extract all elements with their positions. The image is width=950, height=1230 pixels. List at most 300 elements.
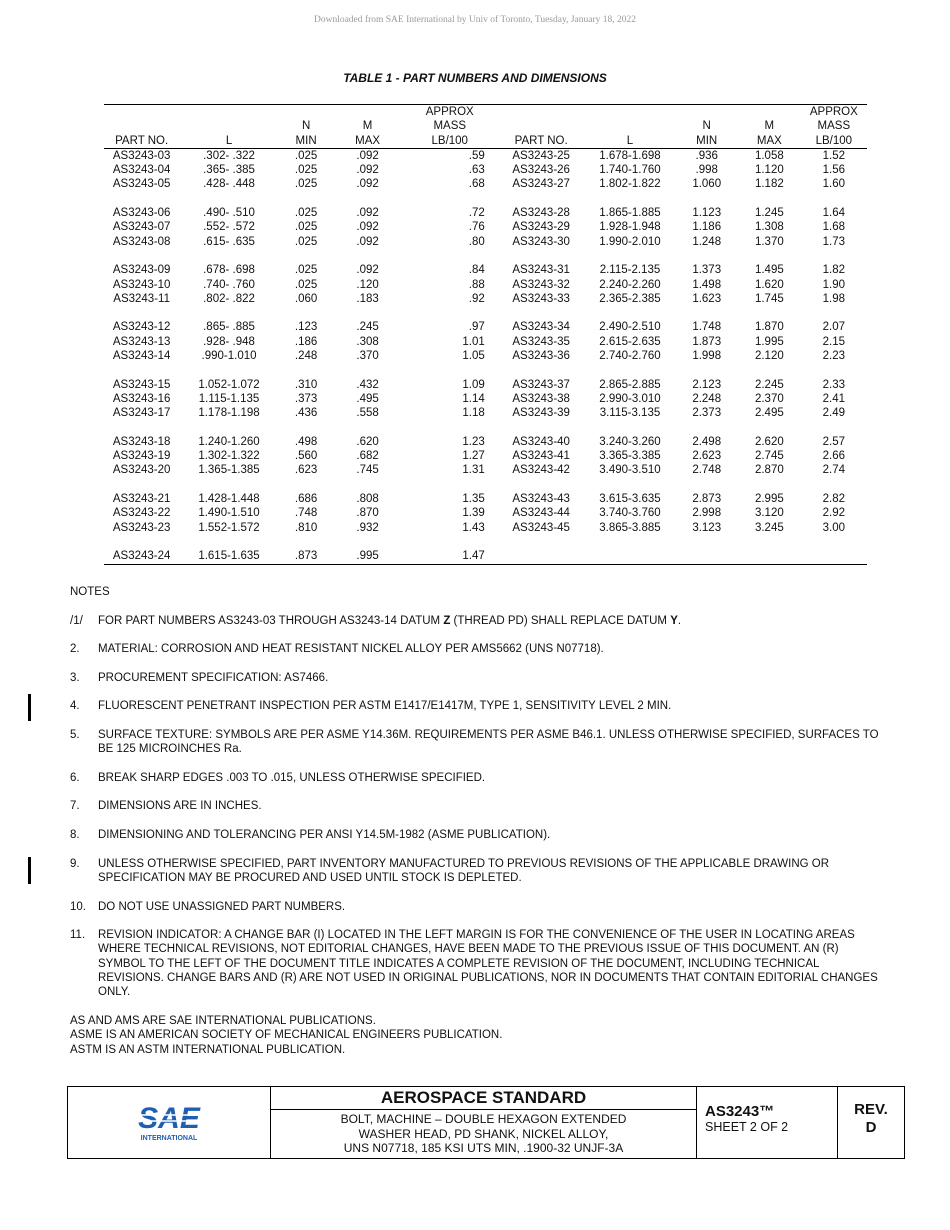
m-max-cell: 2.370: [754, 392, 784, 405]
n-min-cell: .025: [294, 221, 318, 234]
n-min-cell: .060: [294, 292, 318, 305]
n-min-cell: .498: [294, 435, 318, 448]
part-number-cell: AS3243-16: [112, 392, 171, 405]
n-min-cell: 1.248: [692, 235, 722, 248]
l-range-cell: 2.240-2.260: [599, 278, 661, 291]
part-number-cell: AS3243-27: [512, 178, 570, 191]
table-row: [104, 320, 867, 334]
revision-value: D: [865, 1119, 877, 1136]
part-number-cell: [498, 549, 585, 564]
table-row: [104, 392, 867, 406]
note-item: [70, 828, 880, 842]
approx-mass-cell: 1.01: [462, 335, 485, 348]
l-header: L: [179, 134, 278, 149]
m-max-cell: 2.870: [754, 464, 784, 477]
change-bar: [28, 694, 31, 721]
note-text: FLUORESCENT PENETRANT INSPECTION PER ASTM E1417/E1417M, TYPE 1, SENSITIVITY LEVEL 2 MIN.: [98, 700, 672, 713]
n-min-cell: 2.873: [692, 493, 722, 506]
part-number-cell: AS3243-26: [512, 164, 570, 177]
approx-mass-cell: 1.35: [462, 493, 485, 506]
note-number: 10.: [70, 900, 86, 913]
group-spacer: [104, 535, 867, 549]
description-line: BOLT, MACHINE – DOUBLE HEXAGON EXTENDED: [340, 1112, 627, 1126]
part-number-cell: AS3243-24: [104, 549, 179, 564]
n-min-cell: .623: [294, 464, 318, 477]
note-item: [70, 857, 880, 886]
part-number-cell: AS3243-18: [112, 435, 171, 448]
note-text: BREAK SHARP EDGES .003 TO .015, UNLESS OTHERWISE SPECIFIED.: [98, 771, 486, 784]
approx-mass-cell: .88: [468, 278, 485, 291]
table-row: [104, 549, 867, 564]
table-row: [104, 220, 867, 234]
note-item: [70, 928, 880, 999]
title-center: [271, 1087, 697, 1158]
m-max-cell: .092: [356, 164, 379, 177]
approx-mass-cell: [801, 549, 867, 564]
part-number-cell: AS3243-31: [512, 264, 570, 277]
part-number-cell: AS3243-07: [112, 221, 171, 234]
part-number-cell: AS3243-41: [512, 450, 570, 463]
m-max-cell: .995: [333, 549, 401, 564]
m-max-header: MAX: [738, 134, 801, 149]
datum-y: Y: [670, 614, 678, 627]
table-row: [104, 349, 867, 363]
approx-mass-cell: 1.90: [822, 278, 846, 291]
n-min-cell: 2.373: [692, 407, 722, 420]
part-number-cell: AS3243-35: [512, 335, 570, 348]
l-range-cell: 3.740-3.760: [599, 507, 661, 520]
mass-header-2: MASS: [817, 120, 851, 133]
m-max-cell: 1.370: [754, 235, 784, 248]
n-min-cell: .810: [294, 521, 318, 534]
n-min-cell: 1.623: [692, 292, 722, 305]
n-min-cell: 1.748: [692, 321, 722, 334]
approx-mass-cell: 2.23: [822, 350, 846, 363]
m-header: M: [362, 120, 373, 133]
mass-header-1: APPROX: [402, 105, 498, 120]
note-item: [70, 900, 880, 914]
n-min-cell: .025: [294, 264, 318, 277]
part-number-cell: AS3243-03: [112, 149, 171, 162]
part-number-cell: AS3243-13: [112, 335, 171, 348]
m-max-header: MAX: [333, 134, 401, 149]
note-number: 11.: [70, 929, 86, 942]
note-number: 7.: [70, 800, 80, 813]
table-row: [104, 163, 867, 177]
m-max-cell: .120: [356, 278, 379, 291]
note-text-part: FOR PART NUMBERS AS3243-03 THROUGH AS3243-14 DATUM: [98, 614, 444, 627]
table-row: [104, 278, 867, 292]
group-spacer: [104, 363, 867, 377]
m-max-cell: .558: [356, 407, 379, 420]
mass-header-1: APPROX: [801, 105, 867, 120]
m-max-cell: .092: [356, 221, 379, 234]
part-number-cell: AS3243-09: [112, 264, 171, 277]
approx-mass-cell: 2.92: [822, 507, 846, 520]
part-no-header: PART NO.: [498, 134, 585, 149]
n-min-cell: 1.060: [692, 178, 722, 191]
notes-title: NOTES: [70, 586, 110, 598]
m-max-cell: .620: [356, 435, 379, 448]
approx-mass-cell: 2.41: [822, 392, 846, 405]
m-max-cell: 2.495: [754, 407, 784, 420]
m-max-cell: .870: [356, 507, 379, 520]
m-max-cell: .682: [356, 450, 379, 463]
n-min-cell: 2.123: [692, 378, 722, 391]
m-max-cell: 1.182: [754, 178, 784, 191]
l-range-cell: .365- .385: [203, 164, 255, 177]
m-max-cell: 3.120: [754, 507, 784, 520]
logo-letters: SAE: [138, 1102, 200, 1135]
m-max-cell: 2.620: [754, 435, 784, 448]
group-spacer: [104, 192, 867, 206]
table-row: [104, 378, 867, 392]
group-spacer: [104, 478, 867, 492]
note-item: [70, 728, 880, 757]
publications-list: [70, 1014, 880, 1057]
notes-list: [70, 642, 880, 999]
table-row: [104, 263, 867, 277]
part-number-cell: AS3243-10: [112, 278, 171, 291]
group-spacer: [104, 421, 867, 435]
part-number-cell: AS3243-21: [112, 493, 171, 506]
notes-section: [70, 585, 880, 1057]
approx-mass-cell: 1.23: [462, 435, 485, 448]
approx-mass-cell: 1.05: [462, 350, 485, 363]
table-body: [104, 148, 867, 564]
l-range-cell: 3.865-3.885: [599, 521, 661, 534]
l-range-cell: 1.428-1.448: [198, 493, 260, 506]
part-number-cell: AS3243-15: [112, 378, 171, 391]
m-max-cell: 1.308: [754, 221, 784, 234]
approx-mass-cell: 2.57: [822, 435, 846, 448]
m-max-cell: 1.495: [754, 264, 784, 277]
part-number-cell: AS3243-37: [512, 378, 570, 391]
l-range-cell: 1.052-1.072: [198, 378, 260, 391]
approx-mass-cell: 1.64: [822, 207, 846, 220]
note-number: /1/: [70, 614, 83, 627]
table-row: [104, 335, 867, 349]
document-info: [697, 1087, 838, 1158]
approx-mass-cell: 1.27: [462, 450, 485, 463]
l-range-cell: 2.990-3.010: [599, 392, 661, 405]
note-text: DIMENSIONING AND TOLERANCING PER ANSI Y14.5M-1982 (ASME PUBLICATION).: [98, 829, 551, 842]
l-range-cell: 2.115-2.135: [599, 264, 661, 277]
m-header: M: [764, 120, 775, 133]
n-min-cell: .310: [294, 378, 318, 391]
m-max-cell: 2.995: [754, 493, 784, 506]
m-max-cell: .092: [356, 207, 379, 220]
note-text: MATERIAL: CORROSION AND HEAT RESISTANT NICKEL ALLOY PER AMS5662 (UNS N07718).: [98, 643, 604, 656]
approx-mass-cell: 2.74: [822, 464, 846, 477]
table-row: [104, 435, 867, 449]
part-number-cell: AS3243-38: [512, 392, 570, 405]
part-number-cell: AS3243-08: [112, 235, 171, 248]
l-range-cell: 2.490-2.510: [599, 321, 661, 334]
approx-mass-cell: 1.14: [462, 392, 485, 405]
note-text: PROCUREMENT SPECIFICATION: AS7466.: [98, 671, 329, 684]
l-range-cell: .428- .448: [203, 178, 255, 191]
part-number-cell: AS3243-28: [512, 207, 570, 220]
part-number-cell: AS3243-34: [512, 321, 570, 334]
note-number: 8.: [70, 829, 80, 842]
change-bar: [28, 857, 31, 884]
note-number: 3.: [70, 671, 80, 684]
table-row: [104, 506, 867, 520]
l-range-cell: .990-1.010: [201, 350, 257, 363]
m-max-cell: .370: [356, 350, 379, 363]
part-number-cell: AS3243-40: [512, 435, 570, 448]
m-max-cell: .092: [356, 149, 379, 162]
note-number: 9.: [70, 857, 80, 870]
m-max-cell: .092: [356, 235, 379, 248]
m-max-cell: .808: [356, 493, 379, 506]
l-range-cell: 2.365-2.385: [599, 292, 661, 305]
part-numbers-table: [104, 104, 867, 565]
l-range-cell: 1.990-2.010: [599, 235, 661, 248]
n-min-cell: .436: [294, 407, 318, 420]
note-text: SURFACE TEXTURE: SYMBOLS ARE PER ASME Y14.36M. REQUIREMENTS PER ASME B46.1. UNLESS OTHERWISE SPECIFIED, SURFACES TO BE 125 MICROINCHES Ra.: [98, 728, 879, 756]
approx-mass-cell: 1.73: [822, 235, 846, 248]
part-number-cell: AS3243-23: [112, 521, 171, 534]
l-range-cell: 1.178-1.198: [198, 407, 260, 420]
approx-mass-cell: .72: [468, 207, 485, 220]
l-range-cell: 1.615-1.635: [179, 549, 278, 564]
n-min-cell: .186: [294, 335, 318, 348]
n-min-cell: .248: [294, 350, 318, 363]
l-range-cell: 2.740-2.760: [599, 350, 661, 363]
l-range-cell: .552- .572: [203, 221, 255, 234]
part-number-cell: AS3243-04: [112, 164, 171, 177]
m-max-cell: 1.120: [754, 164, 784, 177]
n-min-cell: 2.248: [692, 392, 722, 405]
approx-mass-cell: 1.68: [822, 221, 846, 234]
approx-mass-cell: 1.98: [822, 292, 846, 305]
m-max-cell: .308: [356, 335, 379, 348]
note-item: [70, 642, 880, 656]
m-max-cell: 1.058: [754, 149, 784, 162]
note-item: [70, 671, 880, 685]
part-number-cell: AS3243-36: [512, 350, 570, 363]
m-max-cell: [738, 549, 801, 564]
approx-mass-cell: 1.52: [822, 149, 846, 162]
part-number-cell: AS3243-05: [112, 178, 171, 191]
part-number-cell: AS3243-11: [113, 292, 170, 305]
sae-logo-icon: [134, 1103, 204, 1143]
m-max-cell: 2.745: [754, 450, 784, 463]
part-number-cell: AS3243-29: [512, 221, 570, 234]
n-min-cell: 2.623: [692, 450, 722, 463]
approx-mass-cell: .63: [468, 164, 485, 177]
l-range-cell: 3.365-3.385: [599, 450, 661, 463]
mass-unit-header: LB/100: [801, 134, 867, 149]
approx-mass-cell: 2.82: [822, 493, 846, 506]
m-max-cell: .183: [356, 292, 379, 305]
note-text-part: (THREAD PD) SHALL REPLACE DATUM: [450, 614, 671, 627]
part-number-cell: AS3243-12: [112, 321, 171, 334]
n-min-cell: .936: [695, 149, 718, 162]
part-number-cell: AS3243-44: [512, 507, 570, 520]
l-range-cell: 1.240-1.260: [198, 435, 260, 448]
n-header: N: [702, 120, 711, 133]
group-spacer: [104, 249, 867, 263]
m-max-cell: 3.245: [754, 521, 784, 534]
table-row: [104, 492, 867, 506]
n-min-header: MIN: [675, 134, 738, 149]
approx-mass-cell: 3.00: [822, 521, 846, 534]
l-range-cell: 1.490-1.510: [198, 507, 260, 520]
part-number-cell: AS3243-43: [512, 493, 570, 506]
document-number: AS3243™: [705, 1103, 775, 1120]
table-row: [104, 235, 867, 249]
note-text: DIMENSIONS ARE IN INCHES.: [98, 800, 262, 813]
l-range-cell: 3.240-3.260: [599, 435, 661, 448]
m-max-cell: 1.620: [754, 278, 784, 291]
note-item: [70, 799, 880, 813]
m-max-cell: .932: [356, 521, 379, 534]
approx-mass-cell: 1.82: [822, 264, 846, 277]
n-min-cell: 1.998: [692, 350, 722, 363]
n-min-cell: 2.498: [692, 435, 722, 448]
part-number-cell: AS3243-14: [112, 350, 171, 363]
n-min-cell: 1.873: [692, 335, 722, 348]
l-range-cell: .490- .510: [203, 207, 255, 220]
description-line: UNS N07718, 185 KSI UTS MIN, .1900-32 UNJF-3A: [343, 1141, 624, 1155]
l-header: L: [585, 134, 676, 149]
approx-mass-cell: .76: [468, 221, 485, 234]
l-range-cell: 1.552-1.572: [198, 521, 260, 534]
approx-mass-cell: .80: [468, 235, 485, 248]
table-row: [104, 292, 867, 306]
approx-mass-cell: 1.18: [462, 407, 485, 420]
l-range-cell: 2.865-2.885: [599, 378, 661, 391]
note-text-part: .: [677, 614, 682, 627]
approx-mass-cell: 1.31: [462, 464, 485, 477]
part-number-cell: AS3243-22: [112, 507, 171, 520]
note-number: 4.: [70, 700, 80, 713]
note-item: [70, 614, 880, 628]
n-min-cell: .873: [279, 549, 334, 564]
approx-mass-cell: 2.07: [822, 321, 846, 334]
note-item: [70, 771, 880, 785]
group-spacer: [104, 306, 867, 320]
n-min-cell: .025: [294, 164, 318, 177]
m-max-cell: .432: [356, 378, 379, 391]
l-range-cell: .302- .322: [203, 149, 255, 162]
l-range-cell: 1.928-1.948: [599, 221, 661, 234]
m-max-cell: .092: [356, 178, 379, 191]
m-max-cell: 1.870: [754, 321, 784, 334]
m-max-cell: 2.245: [754, 378, 784, 391]
n-min-cell: .025: [294, 278, 318, 291]
note-text: DO NOT USE UNASSIGNED PART NUMBERS.: [98, 900, 346, 913]
publication-line: ASME IS AN AMERICAN SOCIETY OF MECHANICAL ENGINEERS PUBLICATION.: [70, 1029, 503, 1042]
n-min-cell: .025: [294, 149, 318, 162]
part-number-cell: AS3243-17: [112, 407, 171, 420]
l-range-cell: .928- .948: [203, 335, 255, 348]
table-title: TABLE 1 - PART NUMBERS AND DIMENSIONS: [343, 71, 607, 85]
l-range-cell: 1.678-1.698: [599, 149, 661, 162]
note-item: [70, 699, 880, 713]
part-number-cell: AS3243-25: [512, 149, 570, 162]
n-min-cell: .025: [294, 207, 318, 220]
l-range-cell: 1.115-1.135: [198, 392, 260, 405]
l-range-cell: .615- .635: [203, 235, 255, 248]
part-number-cell: AS3243-42: [512, 464, 570, 477]
approx-mass-cell: .84: [468, 264, 485, 277]
table-row: [104, 463, 867, 477]
approx-mass-cell: 2.66: [822, 450, 846, 463]
m-max-cell: 2.120: [754, 350, 784, 363]
note-text: REVISION INDICATOR: A CHANGE BAR (I) LOCATED IN THE LEFT MARGIN IS FOR THE CONVENIENCE OF THE USER IN LOCATING AREAS WHERE TECHNICAL REVISIONS, NOT EDITORIAL CHANGES, HAVE BEEN MADE TO THE PREVIOUS ISSUE OF THIS DOCUMENT. AN (R) SYMBOL TO THE LEFT OF THE DOCUMENT TITLE INDICATES A COMPLETE REVISION OF THE DOCUMENT, INCLUDING TECHNICAL REVISIONS. CHANGE BARS AND (R) ARE NOT USED IN ORIGINAL PUBLICATIONS, NOR IN DOCUMENTS THAT CONTAIN EDITORIAL CHANGES ONLY.: [98, 929, 878, 999]
part-number-cell: AS3243-19: [112, 450, 171, 463]
part-number-cell: AS3243-32: [512, 278, 570, 291]
n-min-cell: 2.748: [692, 464, 722, 477]
table-row: [104, 449, 867, 463]
l-range-cell: 1.302-1.322: [198, 450, 260, 463]
n-min-cell: 1.373: [692, 264, 722, 277]
part-number-cell: AS3243-20: [112, 464, 171, 477]
approx-mass-cell: .92: [468, 292, 485, 305]
n-min-header: MIN: [279, 134, 334, 149]
note-text: UNLESS OTHERWISE SPECIFIED, PART INVENTORY MANUFACTURED TO PREVIOUS REVISIONS OF THE APPLICABLE DRAWING OR SPECIFICATION MAY BE PROCURED AND USED UNTIL STOCK IS DEPLETED.: [98, 857, 830, 884]
m-max-cell: 1.745: [754, 292, 784, 305]
approx-mass-cell: 1.39: [462, 507, 485, 520]
n-min-cell: 3.123: [692, 521, 722, 534]
approx-mass-cell: .59: [468, 149, 485, 162]
note-number: 2.: [70, 643, 80, 656]
datum-z: Z: [443, 614, 451, 627]
m-max-cell: 1.995: [754, 335, 784, 348]
n-min-cell: .998: [695, 164, 718, 177]
table-row: [104, 177, 867, 191]
approx-mass-cell: 1.47: [402, 549, 498, 564]
revision-box: [838, 1087, 904, 1158]
m-max-cell: .092: [356, 264, 379, 277]
n-min-cell: 2.998: [692, 507, 722, 520]
l-range-cell: 3.115-3.135: [599, 407, 661, 420]
publication-line: ASTM IS AN ASTM INTERNATIONAL PUBLICATION.: [70, 1043, 346, 1056]
n-min-cell: .025: [294, 178, 318, 191]
n-min-cell: .560: [294, 450, 318, 463]
n-min-cell: [675, 549, 738, 564]
download-watermark: Downloaded from SAE International by Univ of Toronto, Tuesday, January 18, 2022: [313, 15, 637, 25]
mass-header-2: MASS: [433, 120, 467, 133]
part-number-cell: AS3243-06: [112, 207, 171, 220]
revision-label: REV.: [854, 1101, 888, 1118]
l-range-cell: 1.365-1.385: [198, 464, 260, 477]
part-number-cell: AS3243-33: [512, 292, 570, 305]
l-range-cell: .802- .822: [203, 292, 255, 305]
part-no-header: PART NO.: [104, 134, 179, 149]
n-min-cell: .748: [294, 507, 318, 520]
title-block: [67, 1086, 905, 1159]
description-line: WASHER HEAD, PD SHANK, NICKEL ALLOY,: [358, 1126, 609, 1141]
part-number-cell: AS3243-30: [512, 235, 570, 248]
approx-mass-cell: 2.33: [822, 378, 846, 391]
part-description: [271, 1110, 696, 1158]
l-range-cell: 3.490-3.510: [599, 464, 661, 477]
approx-mass-cell: 1.56: [822, 164, 846, 177]
l-range-cell: 3.615-3.635: [599, 493, 661, 506]
mass-unit-header: LB/100: [402, 134, 498, 149]
l-range-cell: [585, 549, 676, 564]
approx-mass-cell: 1.09: [462, 378, 485, 391]
l-range-cell: 2.615-2.635: [599, 335, 661, 348]
m-max-cell: .745: [356, 464, 379, 477]
n-min-cell: 1.186: [692, 221, 722, 234]
note-number: 6.: [70, 771, 80, 784]
